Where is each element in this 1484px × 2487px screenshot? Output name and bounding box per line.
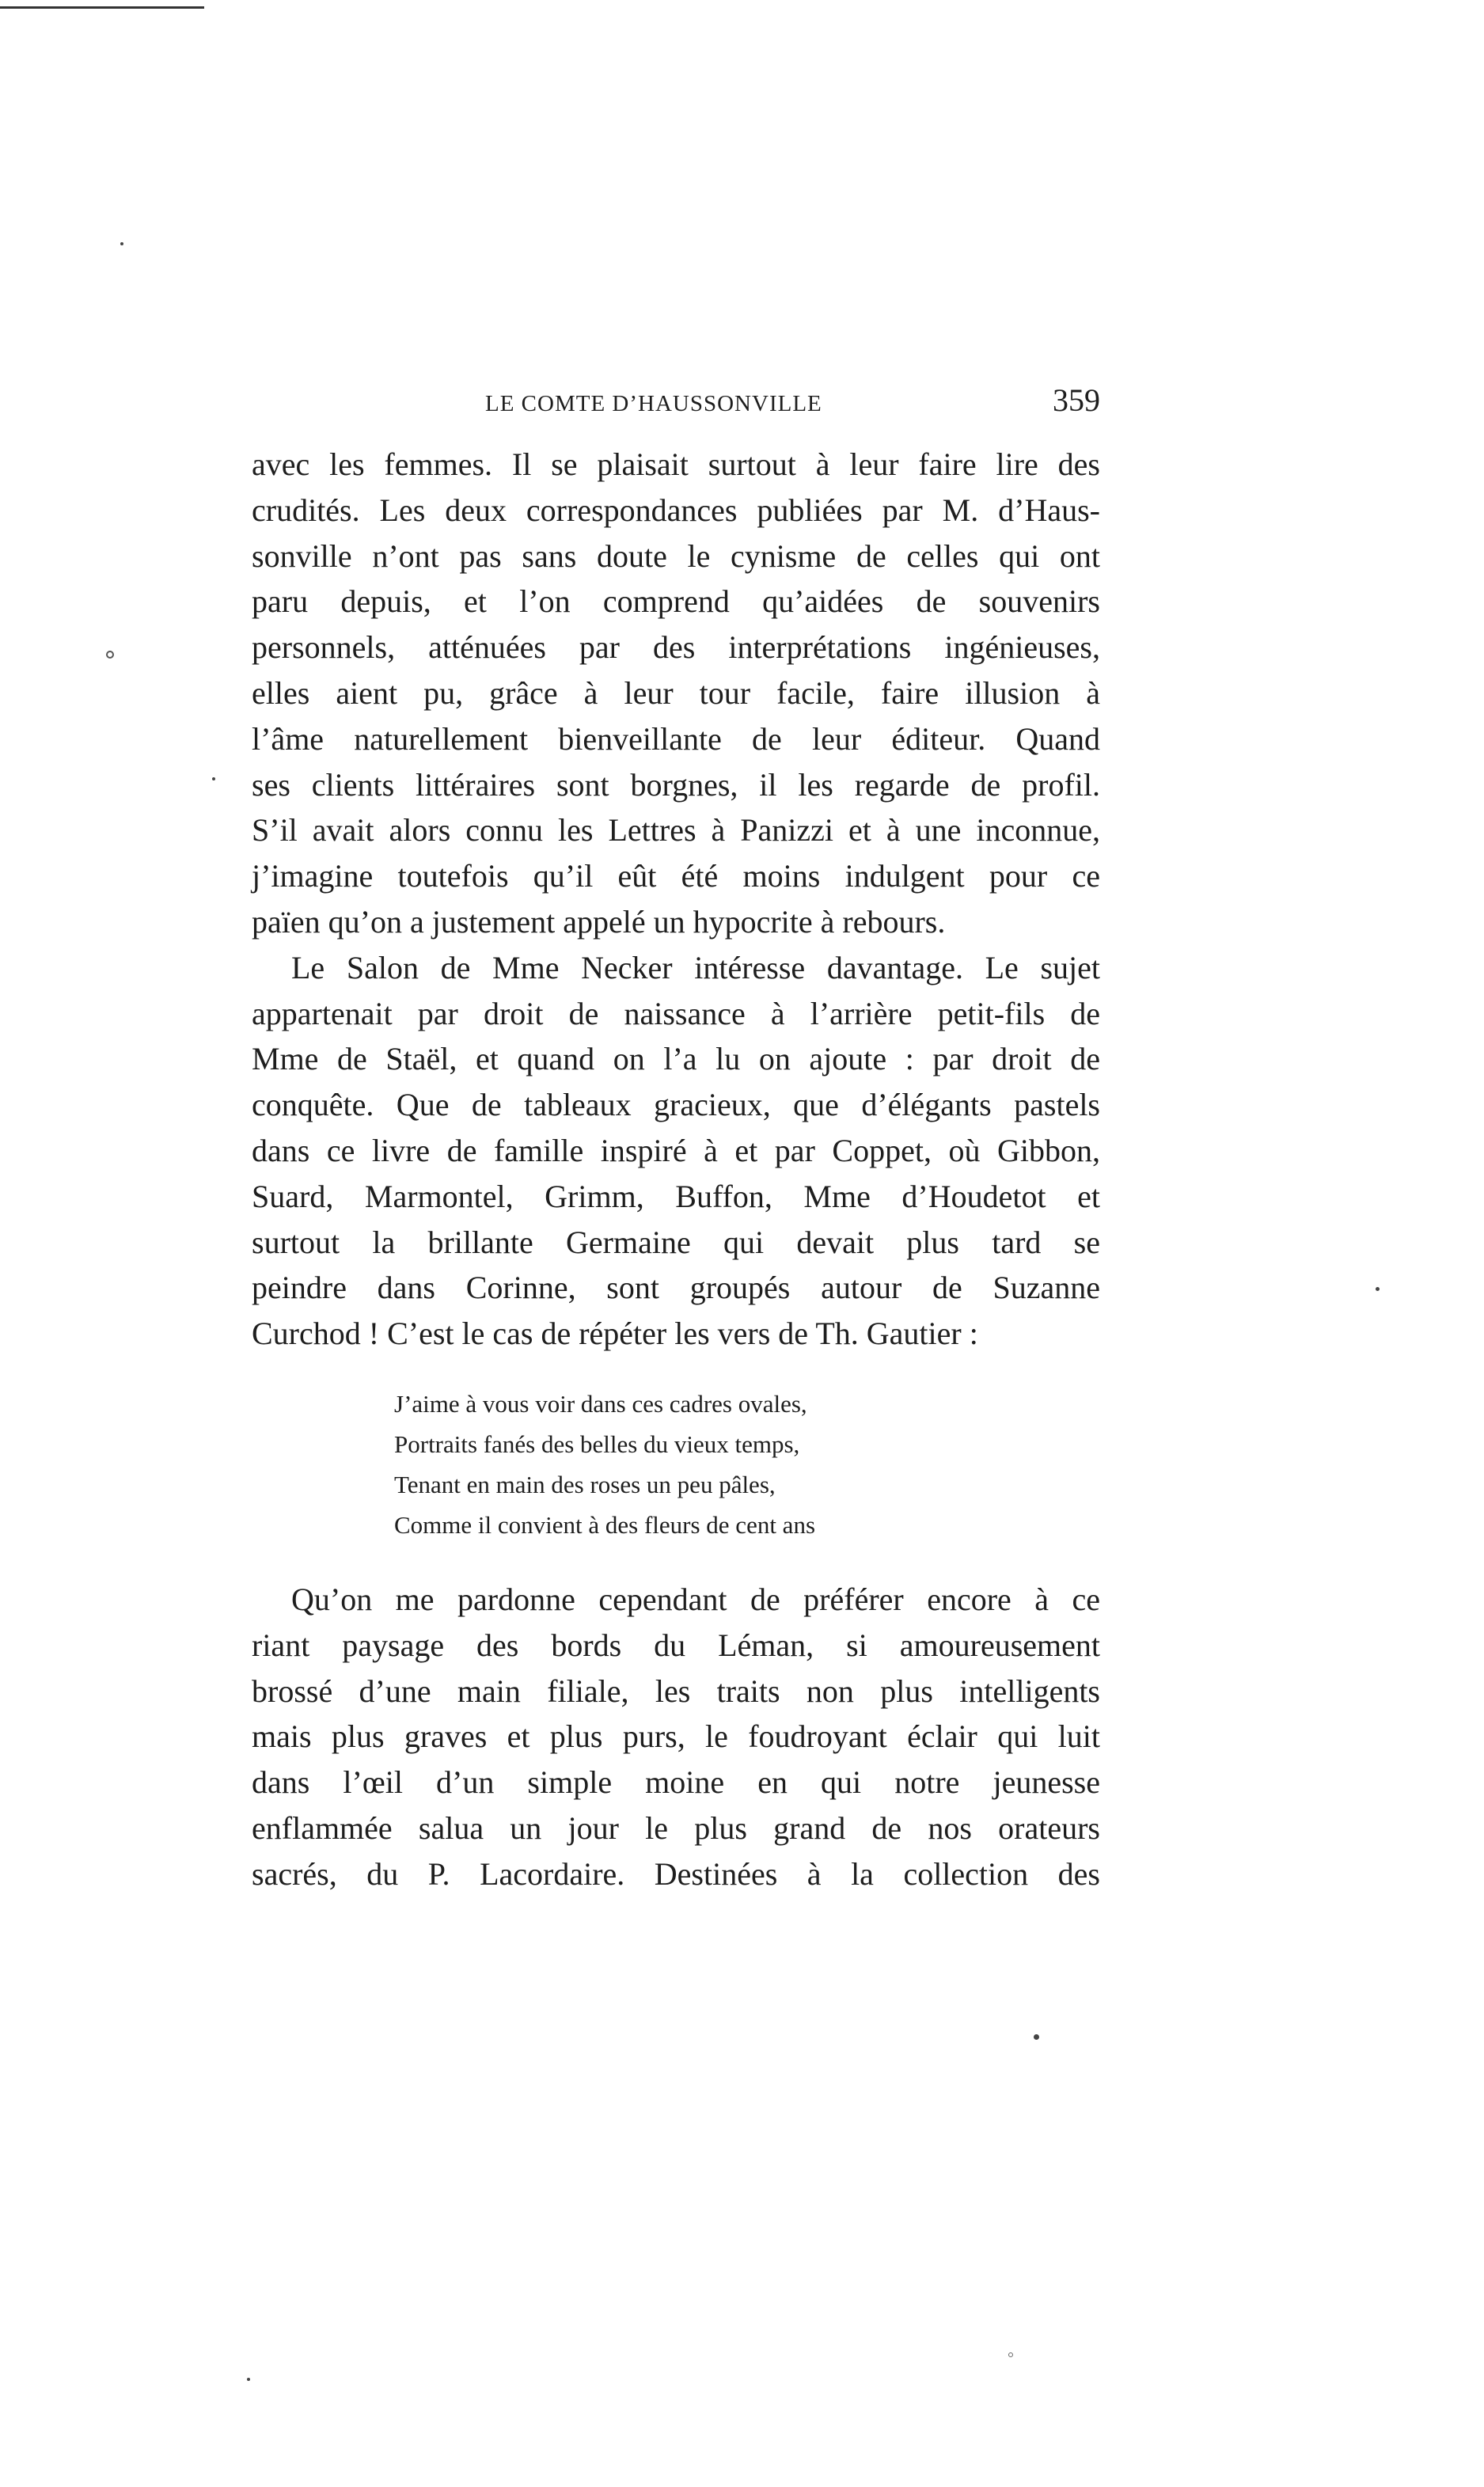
text-line: peindre dans Corinne, sont groupés autour de Suzanne — [252, 1270, 1100, 1306]
verse-quotation — [394, 1384, 815, 1545]
scan-speck — [1034, 2034, 1039, 2040]
verse-line: Portraits fanés des belles du vieux temps, — [394, 1430, 800, 1458]
scan-speck — [1376, 1287, 1380, 1291]
body-text-continued — [252, 1577, 1100, 1897]
text-line: j’imagine toutefois qu’il eût été moins indulgent pour ce — [252, 858, 1100, 894]
text-line: crudités. Les deux correspondances publiées par M. d’Haus- — [252, 492, 1100, 528]
text-line: surtout la brillante Germaine qui devait plus tard se — [252, 1224, 1100, 1260]
scan-speck — [120, 242, 123, 245]
text-line: brossé d’une main filiale, les traits non plus intelligents — [252, 1673, 1100, 1709]
text-line: Mme de Staël, et quand on l’a lu on ajoute : par droit de — [252, 1041, 1100, 1077]
text-line: dans l’œil d’un simple moine en qui notre jeunesse — [252, 1764, 1100, 1801]
scan-speck — [106, 651, 114, 659]
scan-speck — [1008, 2352, 1013, 2357]
text-line: avec les femmes. Il se plaisait surtout à leur faire lire des — [252, 446, 1100, 482]
text-line: Le Salon de Mme Necker intéresse davantage. Le sujet — [291, 949, 1100, 985]
top-rule — [0, 6, 204, 9]
text-line: sonville n’ont pas sans doute le cynisme de celles qui ont — [252, 537, 1100, 574]
text-line: ses clients littéraires sont borgnes, il les regarde de profil. — [252, 766, 1100, 803]
text-line: Curchod ! C’est le cas de répéter les vers de Th. Gautier : — [252, 1316, 978, 1352]
text-line: l’âme naturellement bienveillante de leur éditeur. Quand — [252, 720, 1100, 757]
scan-speck — [247, 2378, 250, 2381]
verse-line: J’aime à vous voir dans ces cadres ovales, — [394, 1390, 807, 1418]
text-line: mais plus graves et plus purs, le foudroyant éclair qui luit — [252, 1718, 1100, 1755]
text-line: personnels, atténuées par des interprétations ingénieuses, — [252, 629, 1100, 666]
text-line: riant paysage des bords du Léman, si amoureusement — [252, 1627, 1100, 1663]
text-line: païen qu’on a justement appelé un hypocrite à rebours. — [252, 903, 946, 940]
verse-line: Tenant en main des roses un peu pâles, — [394, 1471, 776, 1498]
text-line: elles aient pu, grâce à leur tour facile, faire illusion à — [252, 674, 1100, 711]
text-line: Qu’on me pardonne cependant de préférer encore à ce — [291, 1581, 1100, 1617]
text-line: paru depuis, et l’on comprend qu’aidées de souvenirs — [252, 583, 1100, 620]
text-line: conquête. Que de tableaux gracieux, que d’élégants pastels — [252, 1087, 1100, 1123]
text-line: Suard, Marmontel, Grimm, Buffon, Mme d’Houdetot et — [252, 1178, 1100, 1214]
body-text — [252, 442, 1100, 1357]
verse-line: Comme il convient à des fleurs de cent ans — [394, 1511, 816, 1539]
page-header — [252, 382, 1100, 429]
scan-speck — [212, 777, 215, 780]
text-line: appartenait par droit de naissance à l’arrière petit-fils de — [252, 995, 1100, 1031]
text-line: dans ce livre de famille inspiré à et par Coppet, où Gibbon, — [252, 1132, 1100, 1168]
running-title: LE COMTE D’HAUSSONVILLE — [485, 391, 822, 416]
text-line: enflammée salua un jour le plus grand de nos orateurs — [252, 1809, 1100, 1846]
page-number: 359 — [1053, 382, 1100, 418]
text-line: S’il avait alors connu les Lettres à Panizzi et à une inconnue, — [252, 812, 1100, 849]
text-line: sacrés, du P. Lacordaire. Destinées à la collection des — [252, 1855, 1100, 1892]
